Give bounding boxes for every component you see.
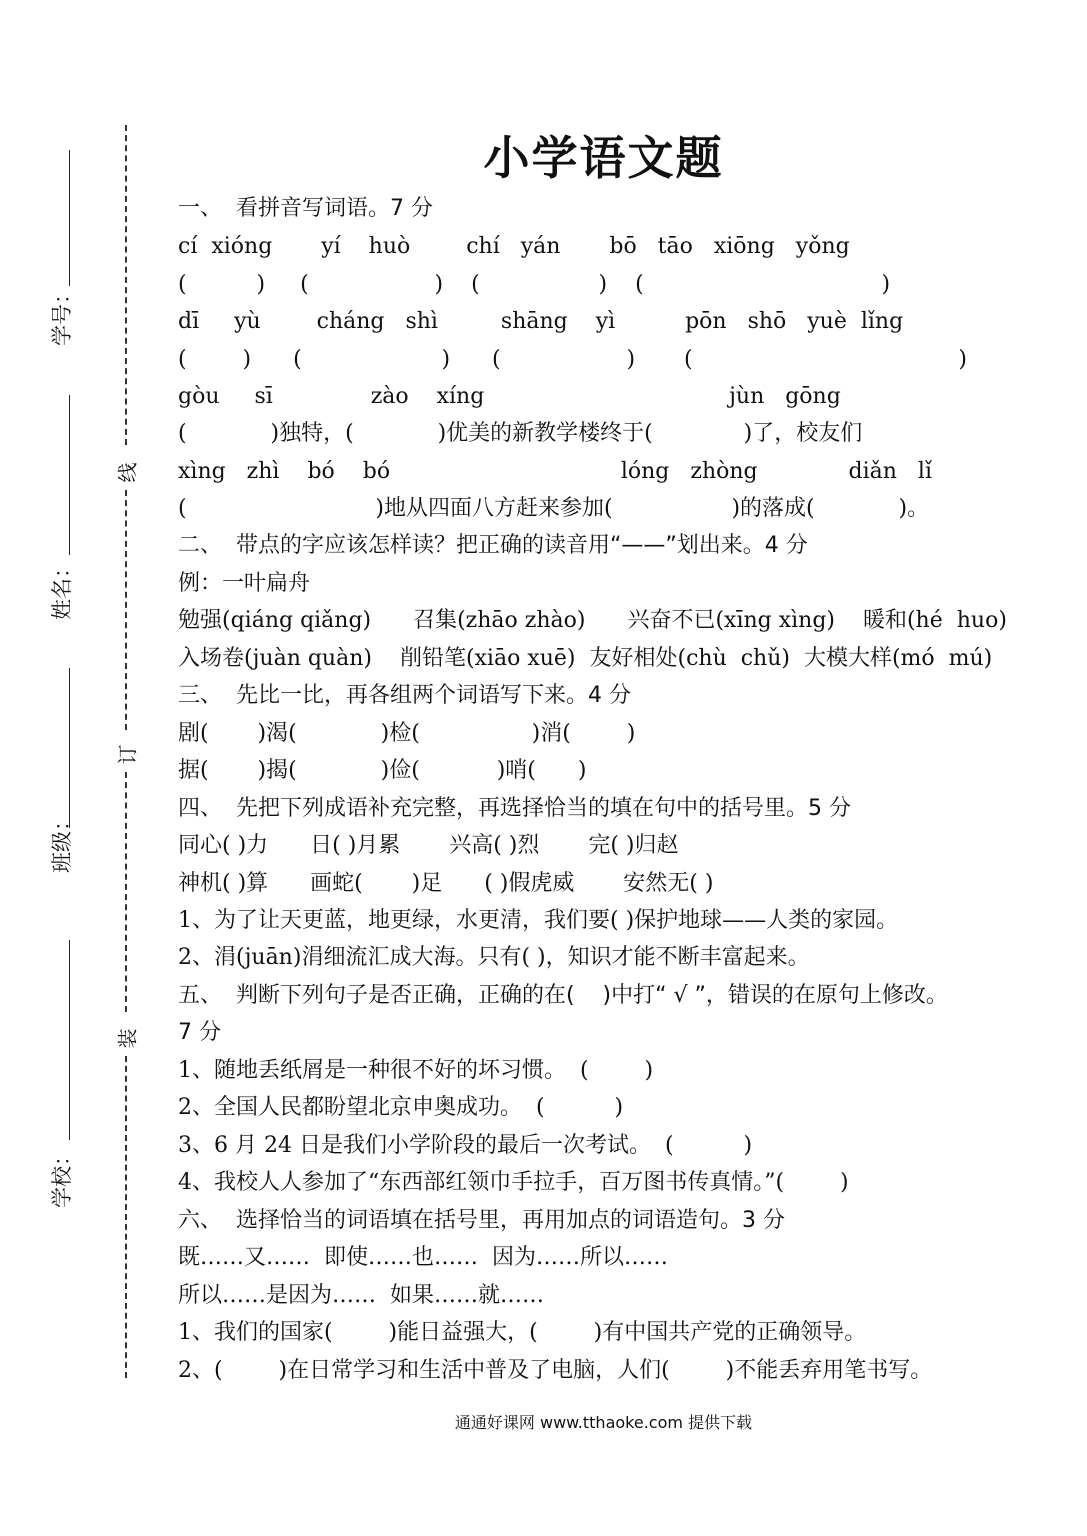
word-compare-line: 剧( )渴( )检( )消( ): [178, 721, 636, 746]
sidebar-rule: [69, 668, 70, 828]
sidebar-rule: [69, 940, 70, 1140]
binding-char-bind: 装: [115, 1028, 140, 1049]
question-line: 3、6 月 24 日是我们小学阶段的最后一次考试。 ( ): [178, 1133, 753, 1158]
question-line: 1、我们的国家( )能日益强大，( )有中国共产党的正确领导。: [178, 1320, 867, 1345]
answer-brackets: ( ) ( ) ( ) ( ): [178, 272, 891, 297]
binding-char-line: 线: [115, 462, 140, 483]
conjunction-options: 所以……是因为…… 如果……就……: [178, 1283, 544, 1308]
question-line: 4、我校人人参加了“东西部红领巾手拉手，百万图书传真情。”( ): [178, 1170, 849, 1195]
idiom-line: 同心( )力 日( )月累 兴高( )烈 完( )归赵: [178, 833, 679, 858]
sentence-line: ( )地从四面八方赶来参加( )的落成( )。: [178, 496, 930, 521]
class-label: 班级：: [50, 810, 74, 873]
question-line: 2、全国人民都盼望北京申奥成功。 ( ): [178, 1095, 624, 1120]
conjunction-options: 既……又…… 即使……也…… 因为……所以……: [178, 1245, 668, 1270]
pinyin-line: cí xióng yí huò chí yán bō tāo xiōng yǒng: [178, 234, 850, 259]
question-line: 1、随地丢纸屑是一种很不好的坏习惯。 ( ): [178, 1058, 654, 1083]
section-1-heading: 一、 看拼音写词语。7 分: [178, 196, 433, 221]
answer-brackets: ( ) ( ) ( ) ( ): [178, 347, 967, 372]
pinyin-line: gòu sī zào xíng jùn gōng: [178, 384, 841, 409]
school-label: 学校：: [50, 1145, 74, 1208]
section-2-heading: 二、 带点的字应该怎样读？把正确的读音用“——”划出来。4 分: [178, 533, 808, 558]
section-3-heading: 三、 先比一比，再各组两个词语写下来。4 分: [178, 683, 631, 708]
footer-credit: 通通好课网 www.tthaoke.com 提供下载: [454, 1413, 753, 1432]
page-title: 小学语文题: [483, 131, 724, 185]
section-6-heading: 六、 选择恰当的词语填在括号里，再用加点的词语造句。3 分: [178, 1208, 785, 1233]
section-5-heading: 五、 判断下列句子是否正确，正确的在( )中打“ √ ”，错误的在原句上修改。: [178, 983, 948, 1008]
reading-choice-line: 勉强(qiáng qiǎng) 召集(zhāo zhào) 兴奋不已(xīng xìng) 暖和(hé huo): [178, 608, 1007, 633]
pinyin-line: xìng zhì bó bó lóng zhòng diǎn lǐ: [178, 459, 932, 484]
section-5-score: 7 分: [178, 1020, 221, 1045]
idiom-line: 神机( )算 画蛇( )足 ( )假虎威 安然无( ): [178, 871, 714, 896]
question-line: 2、涓(juān)涓细流汇成大海。只有( )，知识才能不断丰富起来。: [178, 945, 810, 970]
binding-dashed-line: [125, 490, 127, 730]
sidebar-rule: [69, 395, 70, 555]
word-compare-line: 据( )揭( )俭( )哨( ): [178, 758, 587, 783]
example-line: 例：一叶扁舟: [178, 571, 311, 596]
binding-char-order: 订: [115, 744, 140, 765]
question-line: 1、为了让天更蓝，地更绿，水更清，我们要( )保护地球——人类的家园。: [178, 908, 899, 933]
name-label: 姓名：: [50, 557, 74, 620]
section-4-heading: 四、 先把下列成语补充完整，再选择恰当的填在句中的括号里。5 分: [178, 796, 851, 821]
question-line: 2、( )在日常学习和生活中普及了电脑，人们( )不能丢弃用笔书写。: [178, 1358, 933, 1383]
student-number-label: 学号：: [50, 283, 74, 346]
reading-choice-line: 入场卷(juàn quàn) 削铅笔(xiāo xuē) 友好相处(chù chǔ) 大模大样(mó mú): [178, 646, 993, 671]
pinyin-line: dī yù cháng shì shāng yì pōn shō yuè lǐng: [178, 309, 904, 334]
binding-dashed-line: [125, 772, 127, 1012]
sentence-line: ( )独特，( )优美的新教学楼终于( )了，校友们: [178, 421, 863, 446]
binding-dashed-line: [125, 1056, 127, 1378]
